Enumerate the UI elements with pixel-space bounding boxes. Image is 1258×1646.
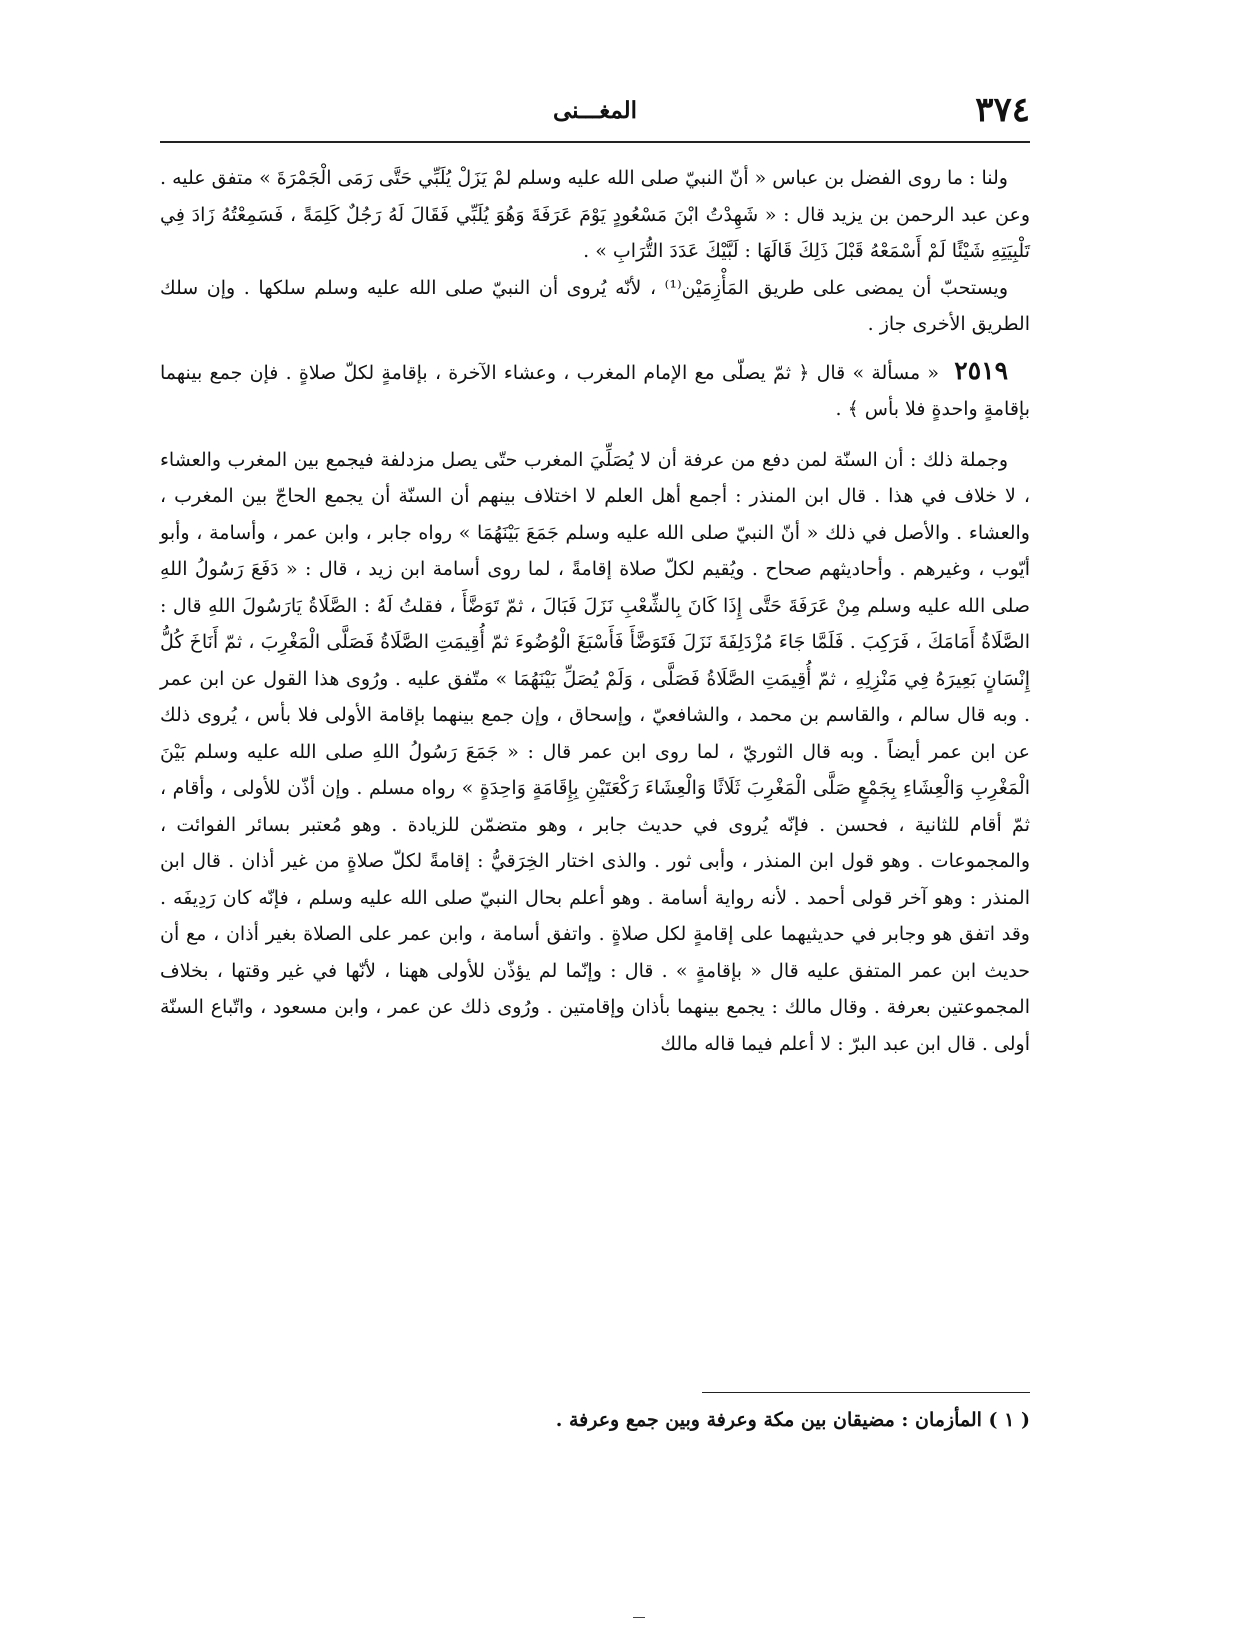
page-number: ٣٧٤ bbox=[975, 90, 1030, 130]
page-bottom-mark bbox=[633, 1617, 645, 1618]
paragraph: وجملة ذلك : أن السنّة لمن دفع من عرفة أن لا يُصَلِّيَ المغرب حتّى يصل مزدلفة فيجمع بين المغرب والعشاء ، لا خلاف في هذا . قال ابن المنذر : أجمع أهل العلم لا اختلاف بينهم أن السنّة أن يجمع الحاجّ بين المغرب ، والعشاء . والأصل في ذلك « أنّ النبيّ صلى الله عليه وسلم جَمَعَ بَيْنَهُمَا » رواه جابر ، وابن عمر ، وأسامة ، وأبو أيّوب ، وغيرهم . وأحاديثهم صحاح . ويُقيم لكلّ صلاة إقامةً ، لما روى أسامة ابن زيد ، قال : « دَفَعَ رَسُولُ اللهِ صلى الله عليه وسلم مِنْ عَرَفَةَ حَتَّى إِذَا كَانَ بِالشِّعْبِ نَزَلَ فَبَالَ ، ثمّ تَوَضَّأَ ، فقلتُ لَهُ : الصَّلَاةُ يَارَسُولَ اللهِ قال : الصَّلَاةُ أَمَامَكَ ، فَرَكِبَ . فَلَمَّا جَاءَ مُزْدَلِفَةَ نَزَلَ فَتَوَضَّأَ فَأَسْبَغَ الْوُضُوءَ ثمّ أُقِيمَتِ الصَّلَاةُ فَصَلَّى الْمَغْرِبَ ، ثمّ أَنَاخَ كُلُّ إِنْسَانٍ بَعِيرَهُ فِي مَنْزِلِهِ ، ثمّ أُقِيمَتِ الصَّلَاةُ فَصَلَّى ، وَلَمْ يُصَلِّ بَيْنَهُمَا » متّفق عليه . ورُوى هذا القول عن ابن عمر . وبه قال سالم ، والقاسم بن محمد ، والشافعيّ ، وإسحاق ، وإن جمع بينهما بإقامة الأولى فلا بأس ، يُروى ذلك عن ابن عمر أيضاً . وبه قال الثوريّ ، لما روى ابن عمر قال : « جَمَعَ رَسُولُ اللهِ صلى الله عليه وسلم بَيْنَ الْمَغْرِبِ وَالْعِشَاءِ بِجَمْعٍ صَلَّى الْمَغْرِبَ ثَلَاثًا وَالْعِشَاءَ رَكْعَتَيْنِ بِإِقَامَةٍ وَاحِدَةٍ » رواه مسلم . وإن أذّن للأولى ، وأقام ، ثمّ أقام للثانية ، فحسن . فإنّه يُروى في حديث جابر ، وهو متضمّن للزيادة . وهو مُعتبر بسائر الفوائت ، والمجموعات . وهو قول ابن المنذر ، وأبى ثور . والذى اختار الخِرَقيُّ : إقامةً لكلّ صلاةٍ من غير أذان . قال ابن المنذر : وهو آخر قولى أحمد . لأنه رواية أسامة . وهو أعلم بحال النبيّ صلى الله عليه وسلم ، فإنّه كان رَدِيفَه . وقد اتفق هو وجابر في حديثيهما على إقامةٍ لكل صلاةٍ . واتفق أسامة ، وابن عمر على الصلاة بغير أذان ، مع أن حديث ابن عمر المتفق عليه قال « بإقامةٍ » . قال : وإنّما لم يؤذّن للأولى ههنا ، لأنّها في غير وقتها ، بخلاف المجموعتين بعرفة . وقال مالك : يجمع بينهما بأذان وإقامتين . ورُوى ذلك عن عمر ، وابن مسعود ، واتّباع السنّة أولى . قال ابن عبد البرّ : لا أعلم فيما قاله مالك bbox=[160, 448, 1030, 1055]
issue-number: ٢٥١٩ bbox=[954, 355, 1009, 385]
issue-paragraph bbox=[160, 353, 1030, 428]
paragraph: ولنا : ما روى الفضل بن عباس « أنّ النبيّ صلى الله عليه وسلم لمْ يَزَلْ يُلَبِّي حَتَّى رَمَى الْجَمْرَةَ » متفق عليه . وعن عبد الرحمن بن يزيد قال : « شَهِدْتُ ابْنَ مَسْعُودٍ يَوْمَ عَرَفَةَ وَهُوَ يُلَبِّي فَقَالَ لَهُ رَجُلٌ كَلِمَةً ، فَسَمِعْتُهُ زَادَ فِي تَلْبِيَتِهِ شَيْئًا لَمْ أَسْمَعْهُ قَبْلَ ذَلِكَ قَالَهَا : لَبَّيْكَ عَدَدَ التُّرَابِ » . bbox=[160, 167, 1030, 262]
main-text bbox=[160, 160, 1030, 1062]
paragraph: ويستحبّ أن يمضى على طريق المَأْزِمَيْن⁽¹⁾ ، لأنّه يُروى أن النبيّ صلى الله عليه وسلم سلكها . وإن سلك الطريق الأخرى جاز . bbox=[160, 276, 1030, 335]
footnote-rule bbox=[702, 1392, 1030, 1393]
running-title: المغـــنى bbox=[552, 97, 638, 124]
footnote: ( ١ ) المأزمان : مضيقان بين مكة وعرفة وبين جمع وعرفة . bbox=[555, 1409, 1030, 1431]
page-header bbox=[160, 88, 1030, 144]
book-page bbox=[160, 80, 1030, 1620]
header-rule bbox=[160, 141, 1030, 143]
issue-text: « مسألة » قال ﴿ ثمّ يصلّى مع الإمام المغرب ، وعشاء الآخرة ، بإقامةٍ لكلّ صلاةٍ . فإن جمع بينهما بإقامةٍ واحدةٍ فلا بأس ﴾ . bbox=[160, 361, 1030, 420]
